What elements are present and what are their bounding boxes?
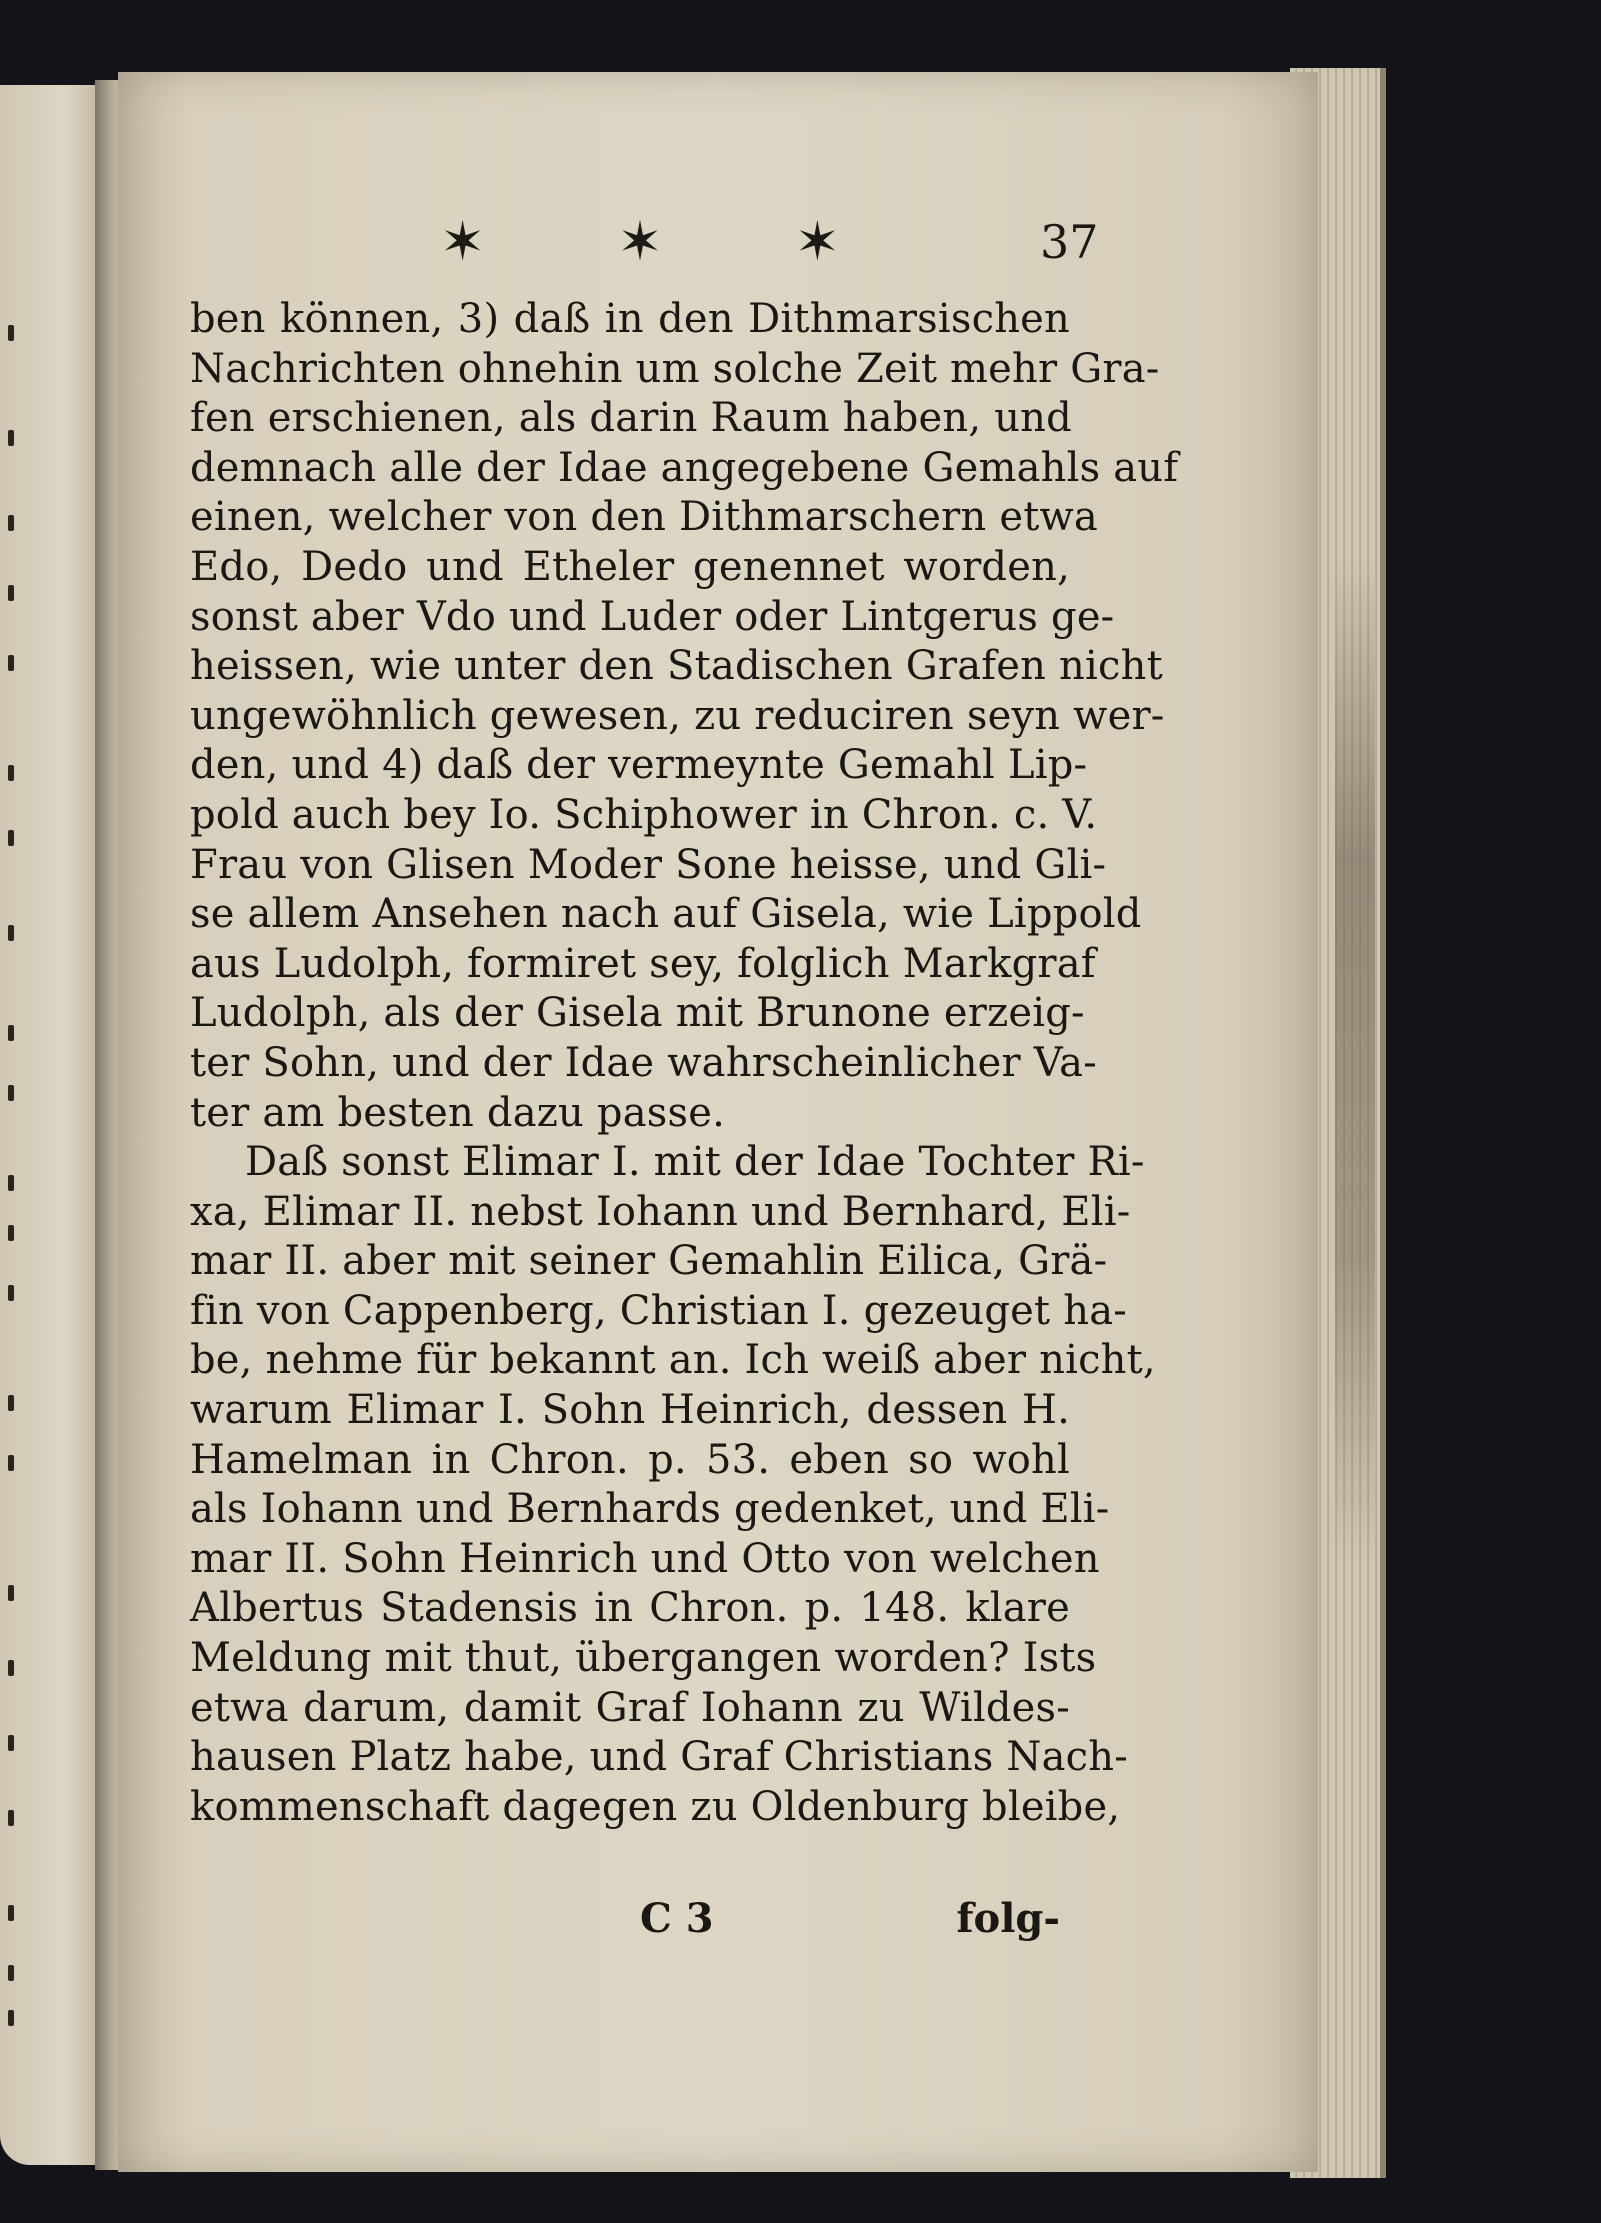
left-page-fragment: [8, 1455, 14, 1471]
left-page-fragment: [8, 1285, 14, 1301]
left-page-fragment: [8, 1965, 14, 1981]
text-line: aus Ludolph, formiret sey, folglich Markgraf: [190, 940, 1096, 987]
left-page-fragment: [8, 1395, 14, 1411]
text-line: Albertus Stadensis in Chron. p. 148. klare: [190, 1585, 1070, 1632]
page-edge-stain: [1335, 560, 1375, 1560]
text-line: sonst aber Vdo und Luder oder Lintgerus ge-: [190, 593, 1115, 640]
left-page-fragment: [8, 925, 14, 941]
text-line: mar II. Sohn Heinrich und Otto von welchen: [190, 1535, 1100, 1582]
body-text: [190, 295, 1179, 1832]
text-line: einen, welcher von den Dithmarschern etwa: [190, 494, 1098, 541]
header-ornaments: [440, 210, 840, 273]
text-line: den, und 4) daß der vermeynte Gemahl Lip-: [190, 742, 1088, 789]
text-line: mar II. aber mit seiner Gemahlin Eilica, Grä-: [190, 1238, 1108, 1285]
text-line: warum Elimar I. Sohn Heinrich, dessen H.: [190, 1387, 1070, 1434]
signature-mark: C 3: [640, 1895, 714, 1942]
left-page-fragment: [8, 1585, 14, 1601]
text-line: se allem Ansehen nach auf Gisela, wie Lippold: [190, 891, 1142, 938]
left-page-edge: [0, 85, 110, 2165]
text-line: be, nehme für bekannt an. Ich weiß aber nicht,: [190, 1337, 1156, 1384]
left-page-fragment: [8, 1085, 14, 1101]
left-page-fragment: [8, 830, 14, 846]
left-page-fragment: [8, 515, 14, 531]
text-line: ter am besten dazu passe.: [190, 1089, 725, 1136]
left-page-fragment: [8, 765, 14, 781]
text-line: Hamelman in Chron. p. 53. eben so wohl: [190, 1436, 1070, 1483]
left-page-fragment: [8, 1175, 14, 1191]
text-line: xa, Elimar II. nebst Iohann und Bernhard, Eli-: [190, 1188, 1131, 1235]
text-line: demnach alle der Idae angegebene Gemahls auf: [190, 444, 1179, 491]
text-line: ter Sohn, und der Idae wahrscheinlicher Va-: [190, 1039, 1097, 1086]
left-page-fragment: [8, 1905, 14, 1921]
left-page-fragment: [8, 1660, 14, 1676]
left-page-fragment: [8, 1225, 14, 1241]
left-page-fragment: [8, 1810, 14, 1826]
left-page-fragment: [8, 2010, 14, 2026]
page-footer: [190, 1895, 1070, 1945]
left-page-fragment: [8, 1025, 14, 1041]
text-line: hausen Platz habe, und Graf Christians Nach-: [190, 1734, 1128, 1781]
left-page-fragment: [8, 1735, 14, 1751]
text-line: pold auch bey Io. Schiphower in Chron. c. V.: [190, 791, 1098, 838]
text-line: Frau von Glisen Moder Sone heisse, und Gli-: [190, 841, 1107, 888]
text-line: Daß sonst Elimar I. mit der Idae Tochter Ri-: [245, 1139, 1145, 1186]
left-page-fragment: [8, 325, 14, 341]
text-line: Meldung mit thut, übergangen worden? Ists: [190, 1635, 1097, 1682]
star-ornament-icon: ✶: [440, 210, 486, 273]
text-line: Edo, Dedo und Etheler genennet worden,: [190, 543, 1070, 590]
text-line: Ludolph, als der Gisela mit Brunone erzeig-: [190, 990, 1085, 1037]
text-line: fin von Cappenberg, Christian I. gezeuget ha-: [190, 1287, 1127, 1334]
text-line: ungewöhnlich gewesen, zu reduciren seyn wer-: [190, 692, 1165, 739]
star-ornament-icon: ✶: [617, 210, 663, 273]
text-line: als Iohann und Bernhards gedenket, und Eli-: [190, 1486, 1110, 1533]
left-page-fragment: [8, 655, 14, 671]
text-line: kommenschaft dagegen zu Oldenburg bleibe,: [190, 1783, 1121, 1830]
left-page-fragment: [8, 585, 14, 601]
catchword: folg-: [956, 1895, 1060, 1942]
star-ornament-icon: ✶: [794, 210, 840, 273]
text-line: Nachrichten ohnehin um solche Zeit mehr Gra-: [190, 345, 1160, 392]
text-line: etwa darum, damit Graf Iohann zu Wildes-: [190, 1684, 1070, 1731]
text-line: heissen, wie unter den Stadischen Grafen nicht: [190, 643, 1163, 690]
text-line: fen erschienen, als darin Raum haben, und: [190, 395, 1072, 442]
left-page-fragment: [8, 430, 14, 446]
page-number: 37: [1040, 215, 1099, 269]
text-line: ben können, 3) daß in den Dithmarsischen: [190, 296, 1070, 342]
